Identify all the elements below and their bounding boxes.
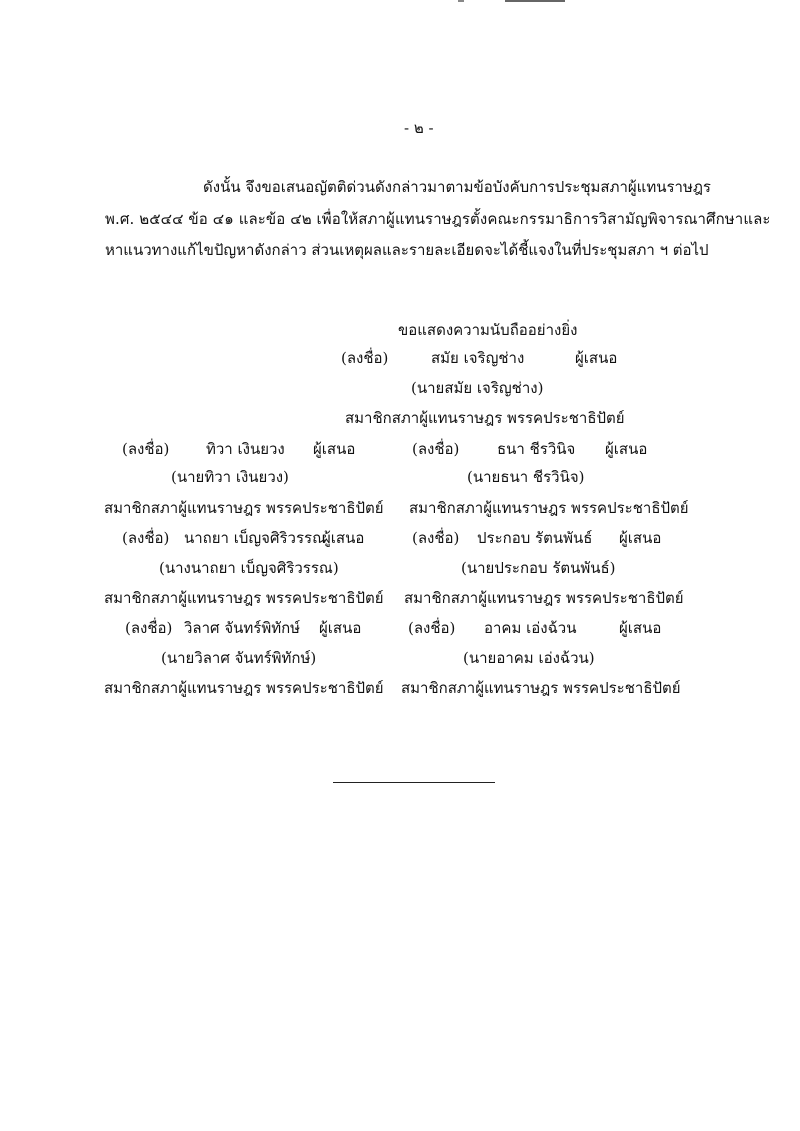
- left-3-position: สมาชิกสภาผู้แทนราษฎร พรรคประชาธิปัตย์: [104, 679, 384, 697]
- left-1-full-name: (นายทิวา เงินยวง): [171, 468, 289, 486]
- right-2-full-name: (นายประกอบ รัตนพันธ์): [461, 559, 616, 577]
- body-line-3: หาแนวทางแก้ไขปัญหาดังกล่าว ส่วนเหตุผลและรายละเอียดจะได้ชี้แจงในที่ประชุมสภา ฯ ต่อไป: [105, 241, 709, 259]
- page-number: - ๒ -: [404, 119, 434, 137]
- right-3-position: สมาชิกสภาผู้แทนราษฎร พรรคประชาธิปัตย์: [401, 679, 681, 697]
- right-1-full-name: (นายธนา ชีรวินิจ): [467, 468, 585, 486]
- right-1-role: ผู้เสนอ: [605, 440, 648, 458]
- closing: ขอแสดงความนับถืออย่างยิ่ง: [398, 321, 578, 339]
- main-sign-label: (ลงชื่อ): [341, 349, 389, 367]
- right-2-role: ผู้เสนอ: [619, 529, 662, 547]
- left-2-sign-label: (ลงชื่อ): [122, 529, 170, 547]
- main-full-name: (นายสมัย เจริญช่าง): [411, 379, 544, 397]
- right-2-signature-name: ประกอบ รัตนพันธ์: [477, 529, 593, 547]
- left-1-sign-label: (ลงชื่อ): [122, 440, 170, 458]
- right-3-signature-name: อาคม เอ่งฉ้วน: [484, 619, 577, 637]
- left-3-signature-name: วิลาศ จันทร์พิทักษ์: [184, 619, 301, 637]
- left-2-full-name: (นางนาถยา เบ็ญจศิริวรรณ): [159, 559, 339, 577]
- right-3-sign-label: (ลงชื่อ): [408, 619, 456, 637]
- right-2-sign-label: (ลงชื่อ): [412, 529, 460, 547]
- left-2-signature-name: นาถยา เบ็ญจศิริวรรณ: [184, 529, 326, 547]
- right-3-full-name: (นายอาคม เอ่งฉ้วน): [463, 649, 595, 667]
- left-1-position: สมาชิกสภาผู้แทนราษฎร พรรคประชาธิปัตย์: [104, 499, 384, 517]
- scan-mark: [505, 0, 565, 2]
- left-3-sign-label: (ลงชื่อ): [125, 619, 173, 637]
- right-1-sign-label: (ลงชื่อ): [412, 440, 460, 458]
- scan-mark: [458, 0, 464, 2]
- left-3-full-name: (นายวิลาศ จันทร์พิทักษ์): [161, 649, 317, 667]
- right-1-position: สมาชิกสภาผู้แทนราษฎร พรรคประชาธิปัตย์: [409, 499, 689, 517]
- left-2-position: สมาชิกสภาผู้แทนราษฎร พรรคประชาธิปัตย์: [104, 589, 384, 607]
- main-position: สมาชิกสภาผู้แทนราษฎร พรรคประชาธิปัตย์: [345, 409, 625, 427]
- right-3-role: ผู้เสนอ: [619, 619, 662, 637]
- main-role: ผู้เสนอ: [575, 349, 618, 367]
- left-1-role: ผู้เสนอ: [313, 440, 356, 458]
- right-1-signature-name: ธนา ชีรวินิจ: [497, 440, 576, 458]
- left-3-role: ผู้เสนอ: [319, 619, 362, 637]
- right-2-position: สมาชิกสภาผู้แทนราษฎร พรรคประชาธิปัตย์: [404, 589, 684, 607]
- body-line-2: พ.ศ. ๒๕๔๔ ข้อ ๔๑ และข้อ ๔๒ เพื่อให้สภาผู้แทนราษฎรตั้งคณะกรรมาธิการวิสามัญพิจารณาศึกษาและ: [105, 210, 771, 228]
- end-divider: [333, 782, 495, 783]
- body-line-1: ดังนั้น จึงขอเสนอญัตติด่วนดังกล่าวมาตามข้อบังคับการประชุมสภาผู้แทนราษฎร: [203, 178, 711, 196]
- left-1-signature-name: ทิวา เงินยวง: [206, 440, 285, 458]
- left-2-role: ผู้เสนอ: [322, 529, 365, 547]
- main-signature-name: สมัย เจริญช่าง: [431, 349, 525, 367]
